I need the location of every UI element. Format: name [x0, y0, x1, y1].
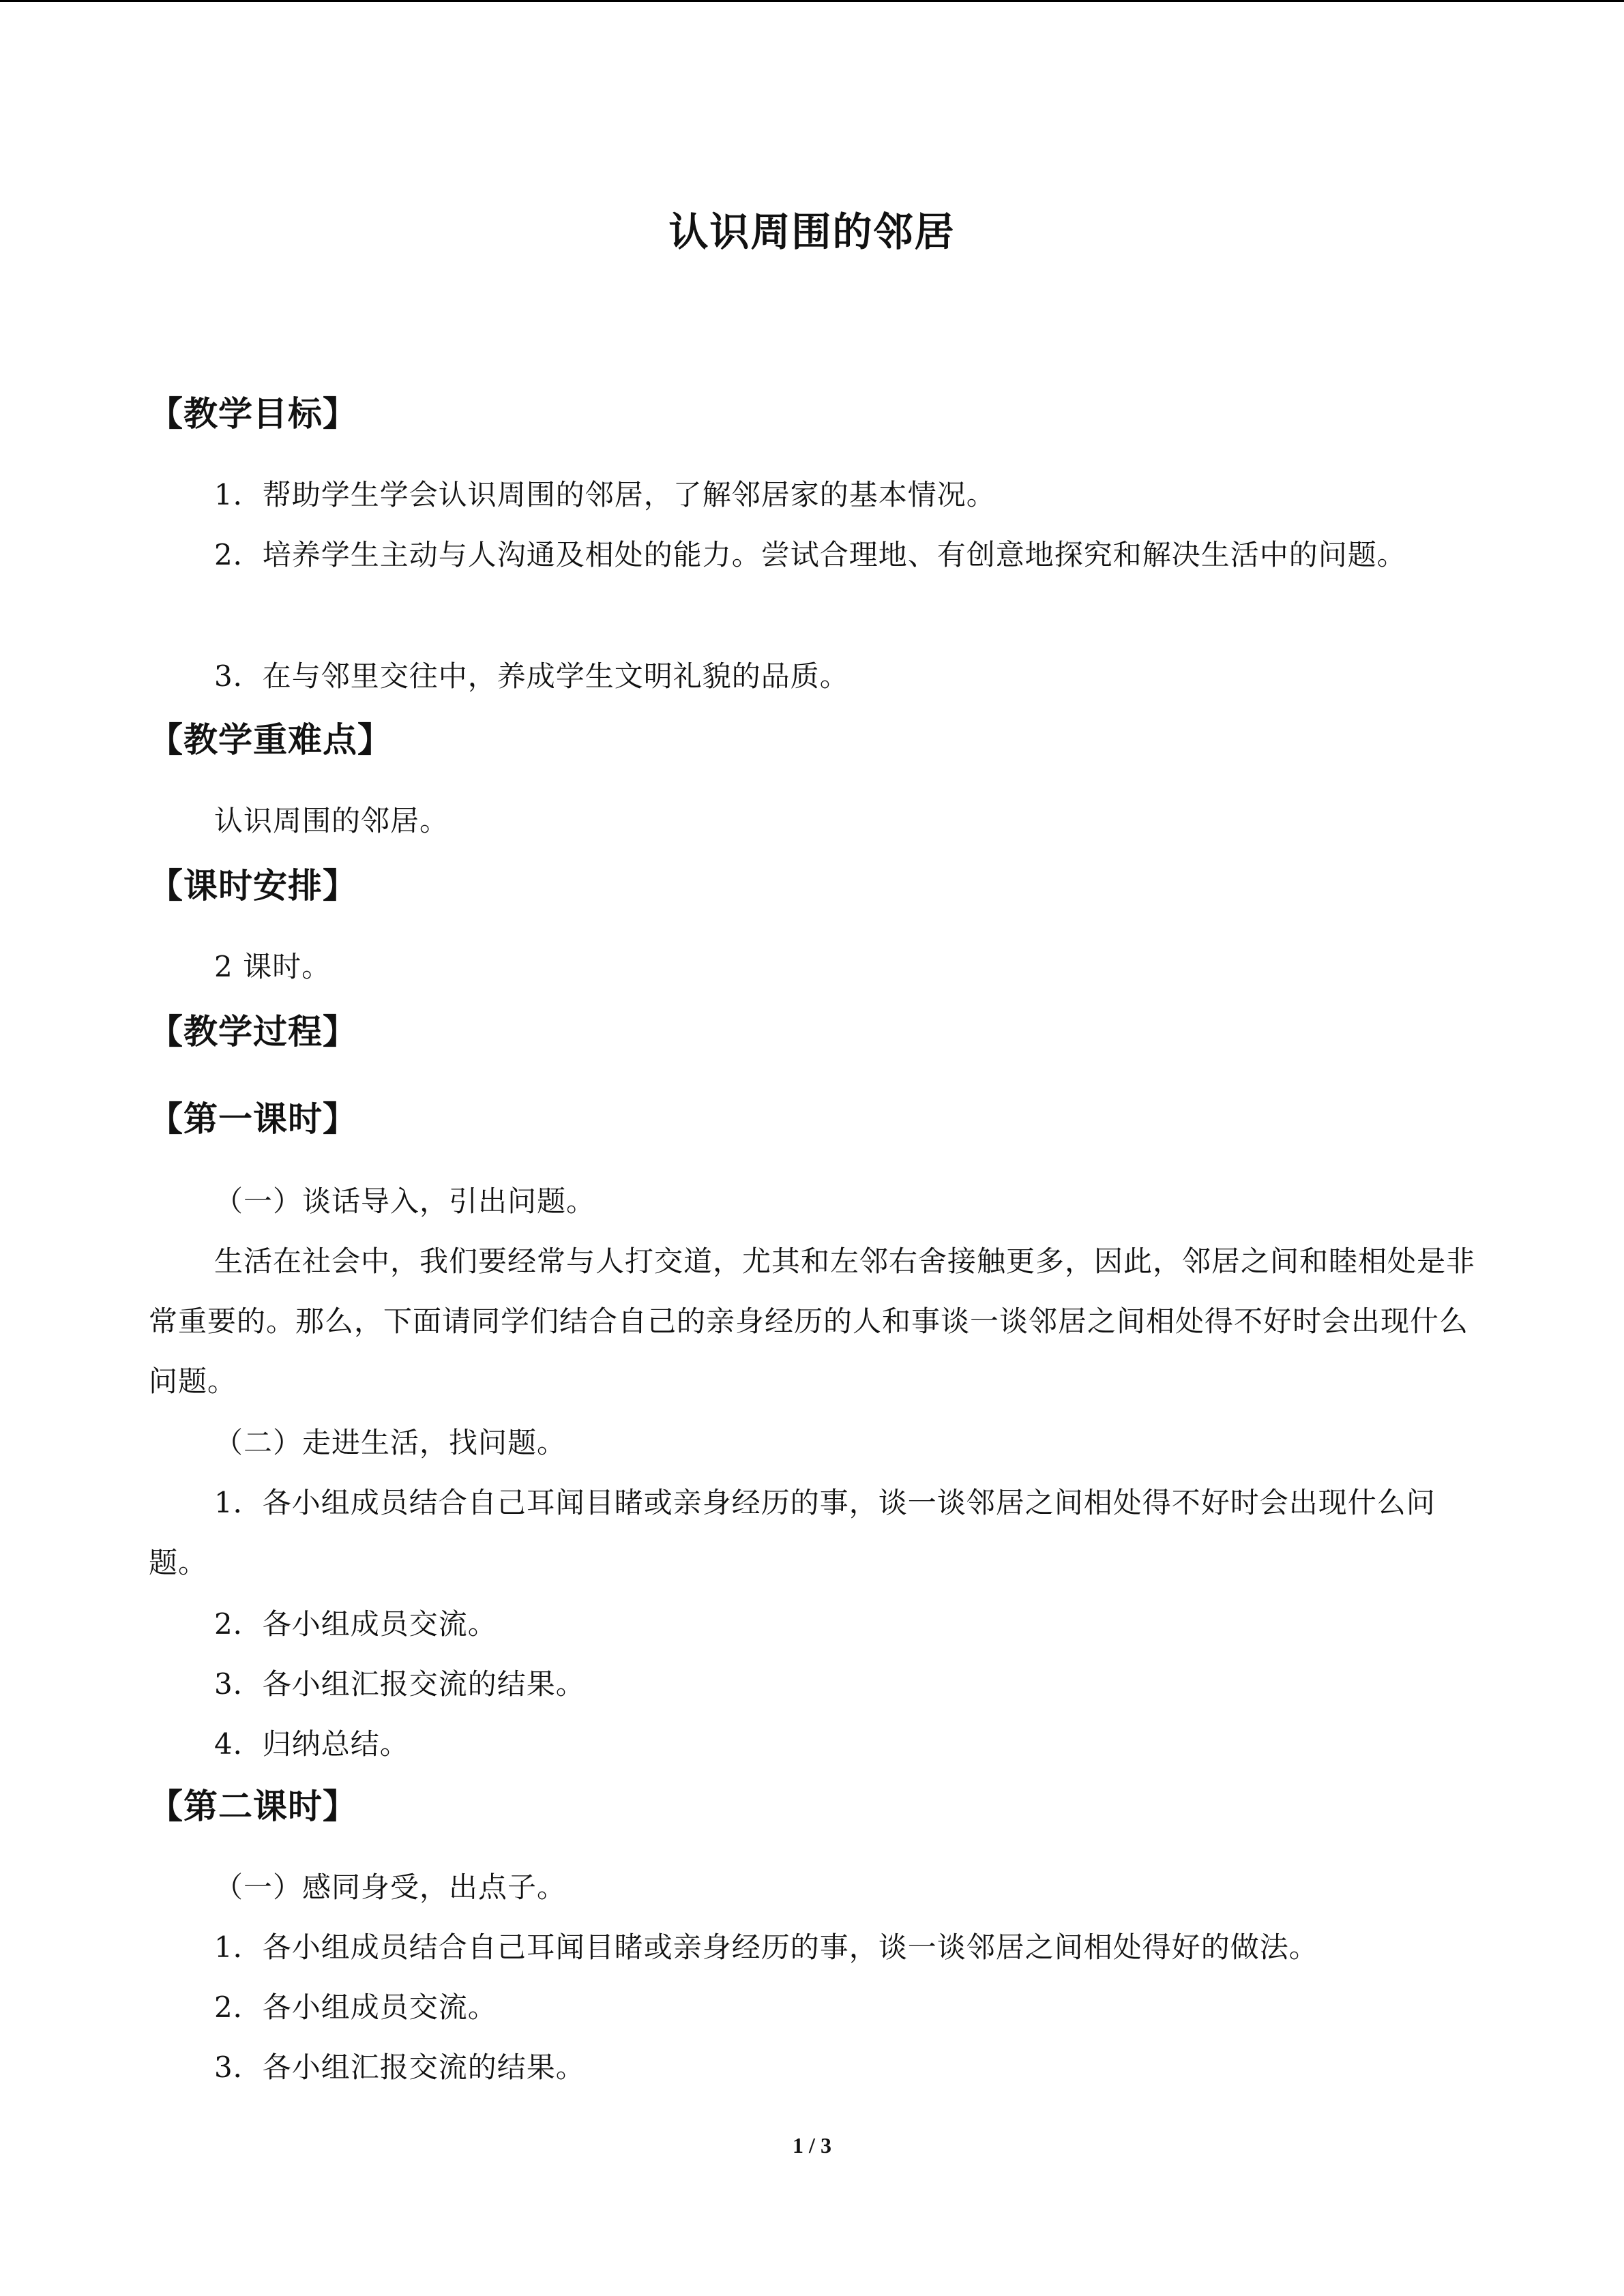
- goal-item-3: 3．在与邻里交往中，养成学生文明礼貌的品质。: [214, 659, 849, 693]
- lesson1-item-3: 3．各小组汇报交流的结果。: [214, 1667, 585, 1701]
- lesson1-item-2: 2．各小组成员交流。: [214, 1607, 497, 1641]
- heading-lesson-2: 【第二课时】: [149, 1787, 357, 1826]
- lesson2-part-1: （一）感同身受，出点子。: [214, 1870, 567, 1904]
- lesson1-intro-paragraph: 生活在社会中，我们要经常与人打交道，尤其和左邻右舍接触更多，因此，邻居之间和睦相处是非常重要的。那么，下面请同学们结合自己的亲身经历的人和事谈一谈邻居之间相处得不好时会出现什么问题。: [149, 1244, 1476, 1398]
- key-points-text: 认识周围的邻居。: [214, 804, 449, 837]
- lesson1-item-1: 1．各小组成员结合自己耳闻目睹或亲身经历的事，谈一谈邻居之间相处得不好时会出现什么问题。: [149, 1486, 1436, 1579]
- goal-item-2: 2．培养学生主动与人沟通及相处的能力。尝试合理地、有创意地探究和解决生活中的问题。: [214, 538, 1406, 571]
- heading-teaching-process: 【教学过程】: [149, 1012, 357, 1052]
- heading-schedule: 【课时安排】: [149, 866, 357, 906]
- page-number: 1 / 3: [793, 2133, 831, 2158]
- heading-key-points: 【教学重难点】: [149, 720, 392, 760]
- lesson1-item-4: 4．归纳总结。: [214, 1727, 409, 1761]
- lesson2-item-3: 3．各小组汇报交流的结果。: [214, 2051, 585, 2084]
- lesson1-part-1: （一）谈话导入，引出问题。: [214, 1184, 596, 1218]
- lesson1-part-2: （二）走进生活，找问题。: [214, 1426, 567, 1459]
- lesson2-item-1: 1．各小组成员结合自己耳闻目睹或亲身经历的事，谈一谈邻居之间相处得好的做法。: [214, 1930, 1318, 1964]
- lesson2-item-2: 2．各小组成员交流。: [214, 1991, 497, 2024]
- schedule-text: 2 课时。: [214, 950, 331, 983]
- heading-teaching-goals: 【教学目标】: [149, 394, 357, 434]
- page-title: 认识周围的邻居: [668, 209, 956, 255]
- heading-lesson-1: 【第一课时】: [149, 1099, 357, 1139]
- goal-item-1: 1．帮助学生学会认识周围的邻居，了解邻居家的基本情况。: [214, 478, 996, 511]
